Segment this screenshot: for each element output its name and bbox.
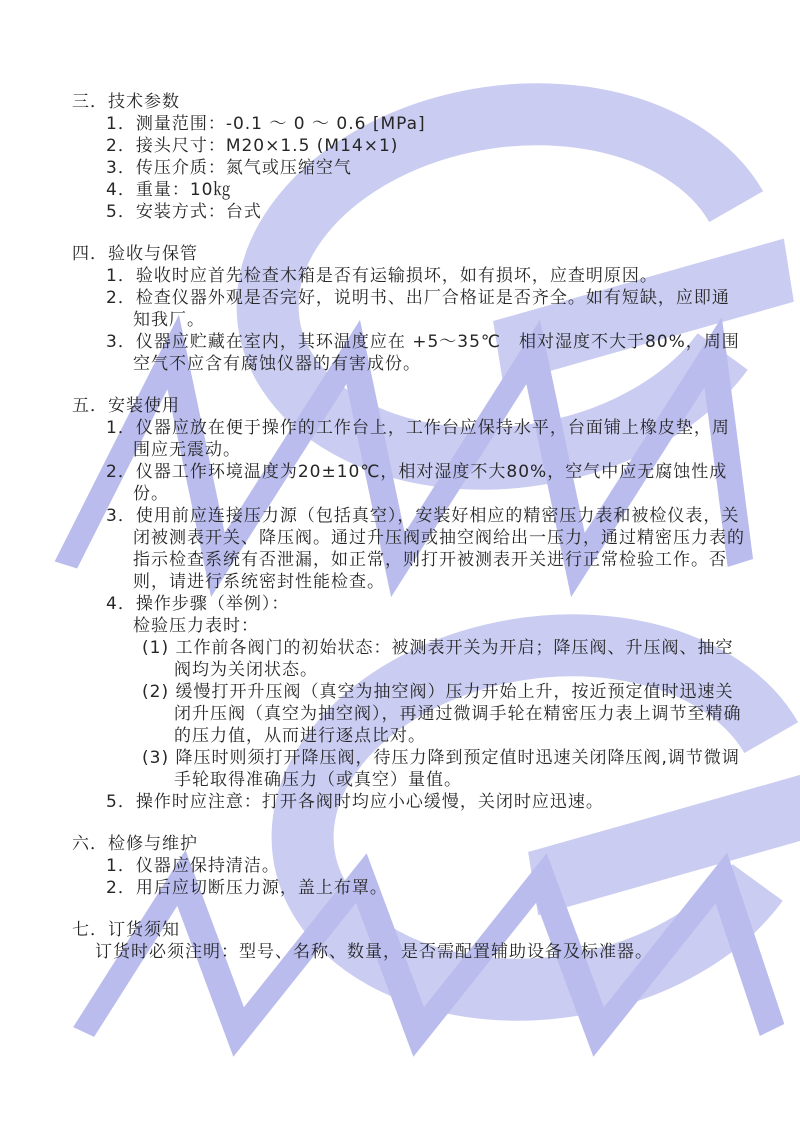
section-title: 六．检修与维护: [72, 834, 198, 854]
sub-list-item: (1) 工作前各阀门的初始状态：被测表开关为开启；降压阀、升压阀、抽空阀均为关闭状态。: [142, 638, 734, 680]
paragraph: 订货时必须注明：型号、名称、数量，是否需配置辅助设备及标准器。: [95, 942, 653, 962]
list-item: 4．操作步骤（举例）：: [106, 594, 290, 614]
sub-list-item: (3) 降压时则须打开降压阀，待压力降到预定值时迅速关闭降压阀,调节微调手轮取得准确压力（或真空）量值。: [142, 748, 740, 790]
section: [0, 833, 800, 899]
section: [0, 91, 800, 223]
section: [0, 395, 800, 813]
list-item: 3．传压介质：氮气或压缩空气: [106, 158, 352, 178]
list-item: 4．重量：10㎏: [106, 180, 232, 200]
list-item: 2．仪器工作环境温度为20±10℃，相对湿度不大80%，空气中应无腐蚀性成份。: [106, 462, 728, 504]
list-item: 1．验收时应首先检查木箱是否有运输损坏，如有损坏，应查明原因。: [106, 266, 658, 286]
list-item: 1．仪器应放在便于操作的工作台上，工作台应保持水平，台面铺上橡皮垫，周围应无震动。: [106, 418, 730, 460]
sub-list-item: (2) 缓慢打开升压阀（真空为抽空阀）压力开始上升，按近预定值时迅速关闭升压阀（真空为抽空阀），再通过微调手轮在精密压力表上调节至精确的压力值，从而进行逐点比对。: [142, 682, 742, 746]
list-item: 5．安装方式：台式: [106, 202, 262, 222]
list-item: 1．测量范围：-0.1 ～ 0 ～ 0.6 [MPa]: [106, 114, 426, 134]
section-title: 五．安装使用: [72, 396, 180, 416]
list-item: 1．仪器应保持清洁。: [106, 856, 280, 876]
list-item: 5．操作时应注意：打开各阀时均应小心缓慢，关闭时应迅速。: [106, 792, 604, 812]
paragraph: 检验压力表时：: [133, 616, 259, 636]
document-text: [0, 91, 800, 963]
list-item: 2．用后应切断压力源，盖上布罩。: [106, 878, 388, 898]
list-item: 2．接头尺寸：M20×1.5 (M14×1): [106, 136, 399, 156]
list-item: 2．检查仪器外观是否完好，说明书、出厂合格证是否齐全。如有短缺，应即通知我厂。: [106, 288, 730, 330]
list-item: 3．使用前应连接压力源（包括真空），安装好相应的精密压力表和被检仪表，关闭被测表开关、降压阀。通过升压阀或抽空阀给出一压力，通过精密压力表的指示检查系统有否泄漏，如正常，则打开被测表开关进行正常检验工作。否则，请进行系统密封性能检查。: [106, 506, 745, 592]
section-title: 七．订货须知: [72, 920, 180, 940]
list-item: 3．仪器应贮藏在室内，其环温度应在 +5～35℃ 相对湿度不大于80%，周围空气不应含有腐蚀仪器的有害成份。: [106, 332, 740, 374]
section-title: 三．技术参数: [72, 92, 180, 112]
section: [0, 919, 800, 963]
section: [0, 243, 800, 375]
section-title: 四．验收与保管: [72, 244, 198, 264]
